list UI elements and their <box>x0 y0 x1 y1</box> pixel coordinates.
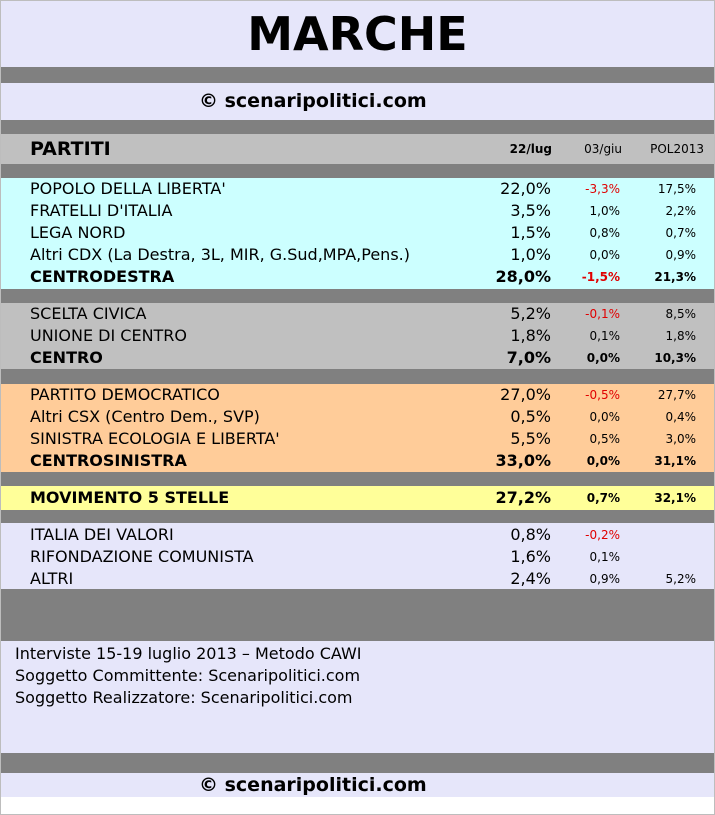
value-elections: 2,2% <box>665 204 696 218</box>
value-elections: 3,0% <box>665 432 696 446</box>
party-row <box>1 568 714 590</box>
value-current: 0,8% <box>510 525 551 544</box>
value-elections: 5,2% <box>665 572 696 586</box>
party-name: RIFONDAZIONE COMUNISTA <box>30 547 254 566</box>
party-row <box>1 524 714 546</box>
coalition-total-row <box>1 266 714 288</box>
value-previous: 0,0% <box>586 454 620 468</box>
party-name: FRATELLI D'ITALIA <box>30 201 173 220</box>
party-row <box>1 244 714 266</box>
value-elections: 0,7% <box>665 226 696 240</box>
value-previous: 0,0% <box>589 248 620 262</box>
value-current: 1,5% <box>510 223 551 242</box>
value-previous: -1,5% <box>581 270 620 284</box>
value-previous: -0,2% <box>585 528 620 542</box>
value-current: 7,0% <box>506 348 551 367</box>
header-row <box>1 134 714 164</box>
value-elections: 27,7% <box>657 388 696 402</box>
value-current: 0,5% <box>510 407 551 426</box>
value-elections: 10,3% <box>654 351 696 365</box>
value-elections: 31,1% <box>654 454 696 468</box>
value-current: 1,6% <box>510 547 551 566</box>
party-row <box>1 200 714 222</box>
value-previous: 0,9% <box>589 572 620 586</box>
value-previous: 0,0% <box>586 351 620 365</box>
party-row <box>1 178 714 200</box>
bottom-margin <box>1 797 714 814</box>
divider <box>1 164 714 178</box>
divider <box>1 510 714 523</box>
party-row <box>1 546 714 568</box>
copyright-top: © scenaripolitici.com <box>1 83 714 120</box>
party-name: UNIONE DI CENTRO <box>30 326 188 345</box>
value-previous: 0,7% <box>586 491 620 505</box>
party-row <box>1 384 714 406</box>
value-elections: 0,9% <box>665 248 696 262</box>
party-name: SCELTA CIVICA <box>30 304 147 323</box>
party-name: MOVIMENTO 5 STELLE <box>30 488 230 507</box>
party-name: ALTRI <box>30 569 74 588</box>
party-row <box>1 303 714 325</box>
value-current: 33,0% <box>495 451 551 470</box>
value-previous: 0,1% <box>589 329 620 343</box>
value-current: 5,2% <box>510 304 551 323</box>
party-name: ITALIA DEI VALORI <box>30 525 174 544</box>
value-elections: 8,5% <box>665 307 696 321</box>
footer-maker: Soggetto Realizzatore: Scenaripolitici.com <box>15 688 353 707</box>
value-elections: 1,8% <box>665 329 696 343</box>
divider <box>1 589 714 641</box>
coalition-total-row <box>1 487 714 509</box>
party-name: CENTRODESTRA <box>30 267 175 286</box>
party-name: Altri CDX (La Destra, 3L, MIR, G.Sud,MPA,Pens.) <box>30 245 410 264</box>
party-row <box>1 222 714 244</box>
divider <box>1 369 714 384</box>
party-row <box>1 406 714 428</box>
value-previous: 0,1% <box>589 550 620 564</box>
party-name: LEGA NORD <box>30 223 126 242</box>
party-name: PARTITO DEMOCRATICO <box>30 385 220 404</box>
party-name: SINISTRA ECOLOGIA E LIBERTA' <box>30 429 280 448</box>
value-elections: 17,5% <box>657 182 696 196</box>
value-elections: 0,4% <box>665 410 696 424</box>
value-current: 22,0% <box>500 179 551 198</box>
footer-method: Interviste 15-19 luglio 2013 – Metodo CAWI <box>15 644 362 663</box>
value-current: 3,5% <box>510 201 551 220</box>
value-elections: 32,1% <box>654 491 696 505</box>
copyright-bottom: © scenaripolitici.com <box>1 773 714 797</box>
divider <box>1 289 714 303</box>
coalition-total-row <box>1 347 714 369</box>
value-current: 5,5% <box>510 429 551 448</box>
divider <box>1 67 714 83</box>
region-title: MARCHE <box>1 1 714 67</box>
party-row <box>1 325 714 347</box>
value-previous: 0,0% <box>589 410 620 424</box>
value-previous: -0,5% <box>585 388 620 402</box>
header-col-elections: POL2013 <box>650 142 704 156</box>
footer-client: Soggetto Committente: Scenaripolitici.com <box>15 666 361 685</box>
divider <box>1 120 714 134</box>
header-label: PARTITI <box>30 138 111 160</box>
value-current: 28,0% <box>495 267 551 286</box>
value-previous: 0,8% <box>589 226 620 240</box>
party-row <box>1 428 714 450</box>
party-name: CENTRO <box>30 348 103 367</box>
value-current: 1,0% <box>510 245 551 264</box>
divider <box>1 753 714 773</box>
party-name: POPOLO DELLA LIBERTA' <box>30 179 226 198</box>
value-previous: 1,0% <box>589 204 620 218</box>
value-current: 27,2% <box>495 488 551 507</box>
divider <box>1 472 714 486</box>
value-previous: -3,3% <box>585 182 620 196</box>
header-col-current: 22/lug <box>509 142 552 156</box>
value-current: 27,0% <box>500 385 551 404</box>
header-col-previous: 03/giu <box>584 142 622 156</box>
coalition-total-row <box>1 450 714 472</box>
value-previous: -0,1% <box>585 307 620 321</box>
party-name: CENTROSINISTRA <box>30 451 187 470</box>
value-current: 2,4% <box>510 569 551 588</box>
value-current: 1,8% <box>510 326 551 345</box>
value-previous: 0,5% <box>589 432 620 446</box>
value-elections: 21,3% <box>654 270 696 284</box>
party-name: Altri CSX (Centro Dem., SVP) <box>30 407 260 426</box>
